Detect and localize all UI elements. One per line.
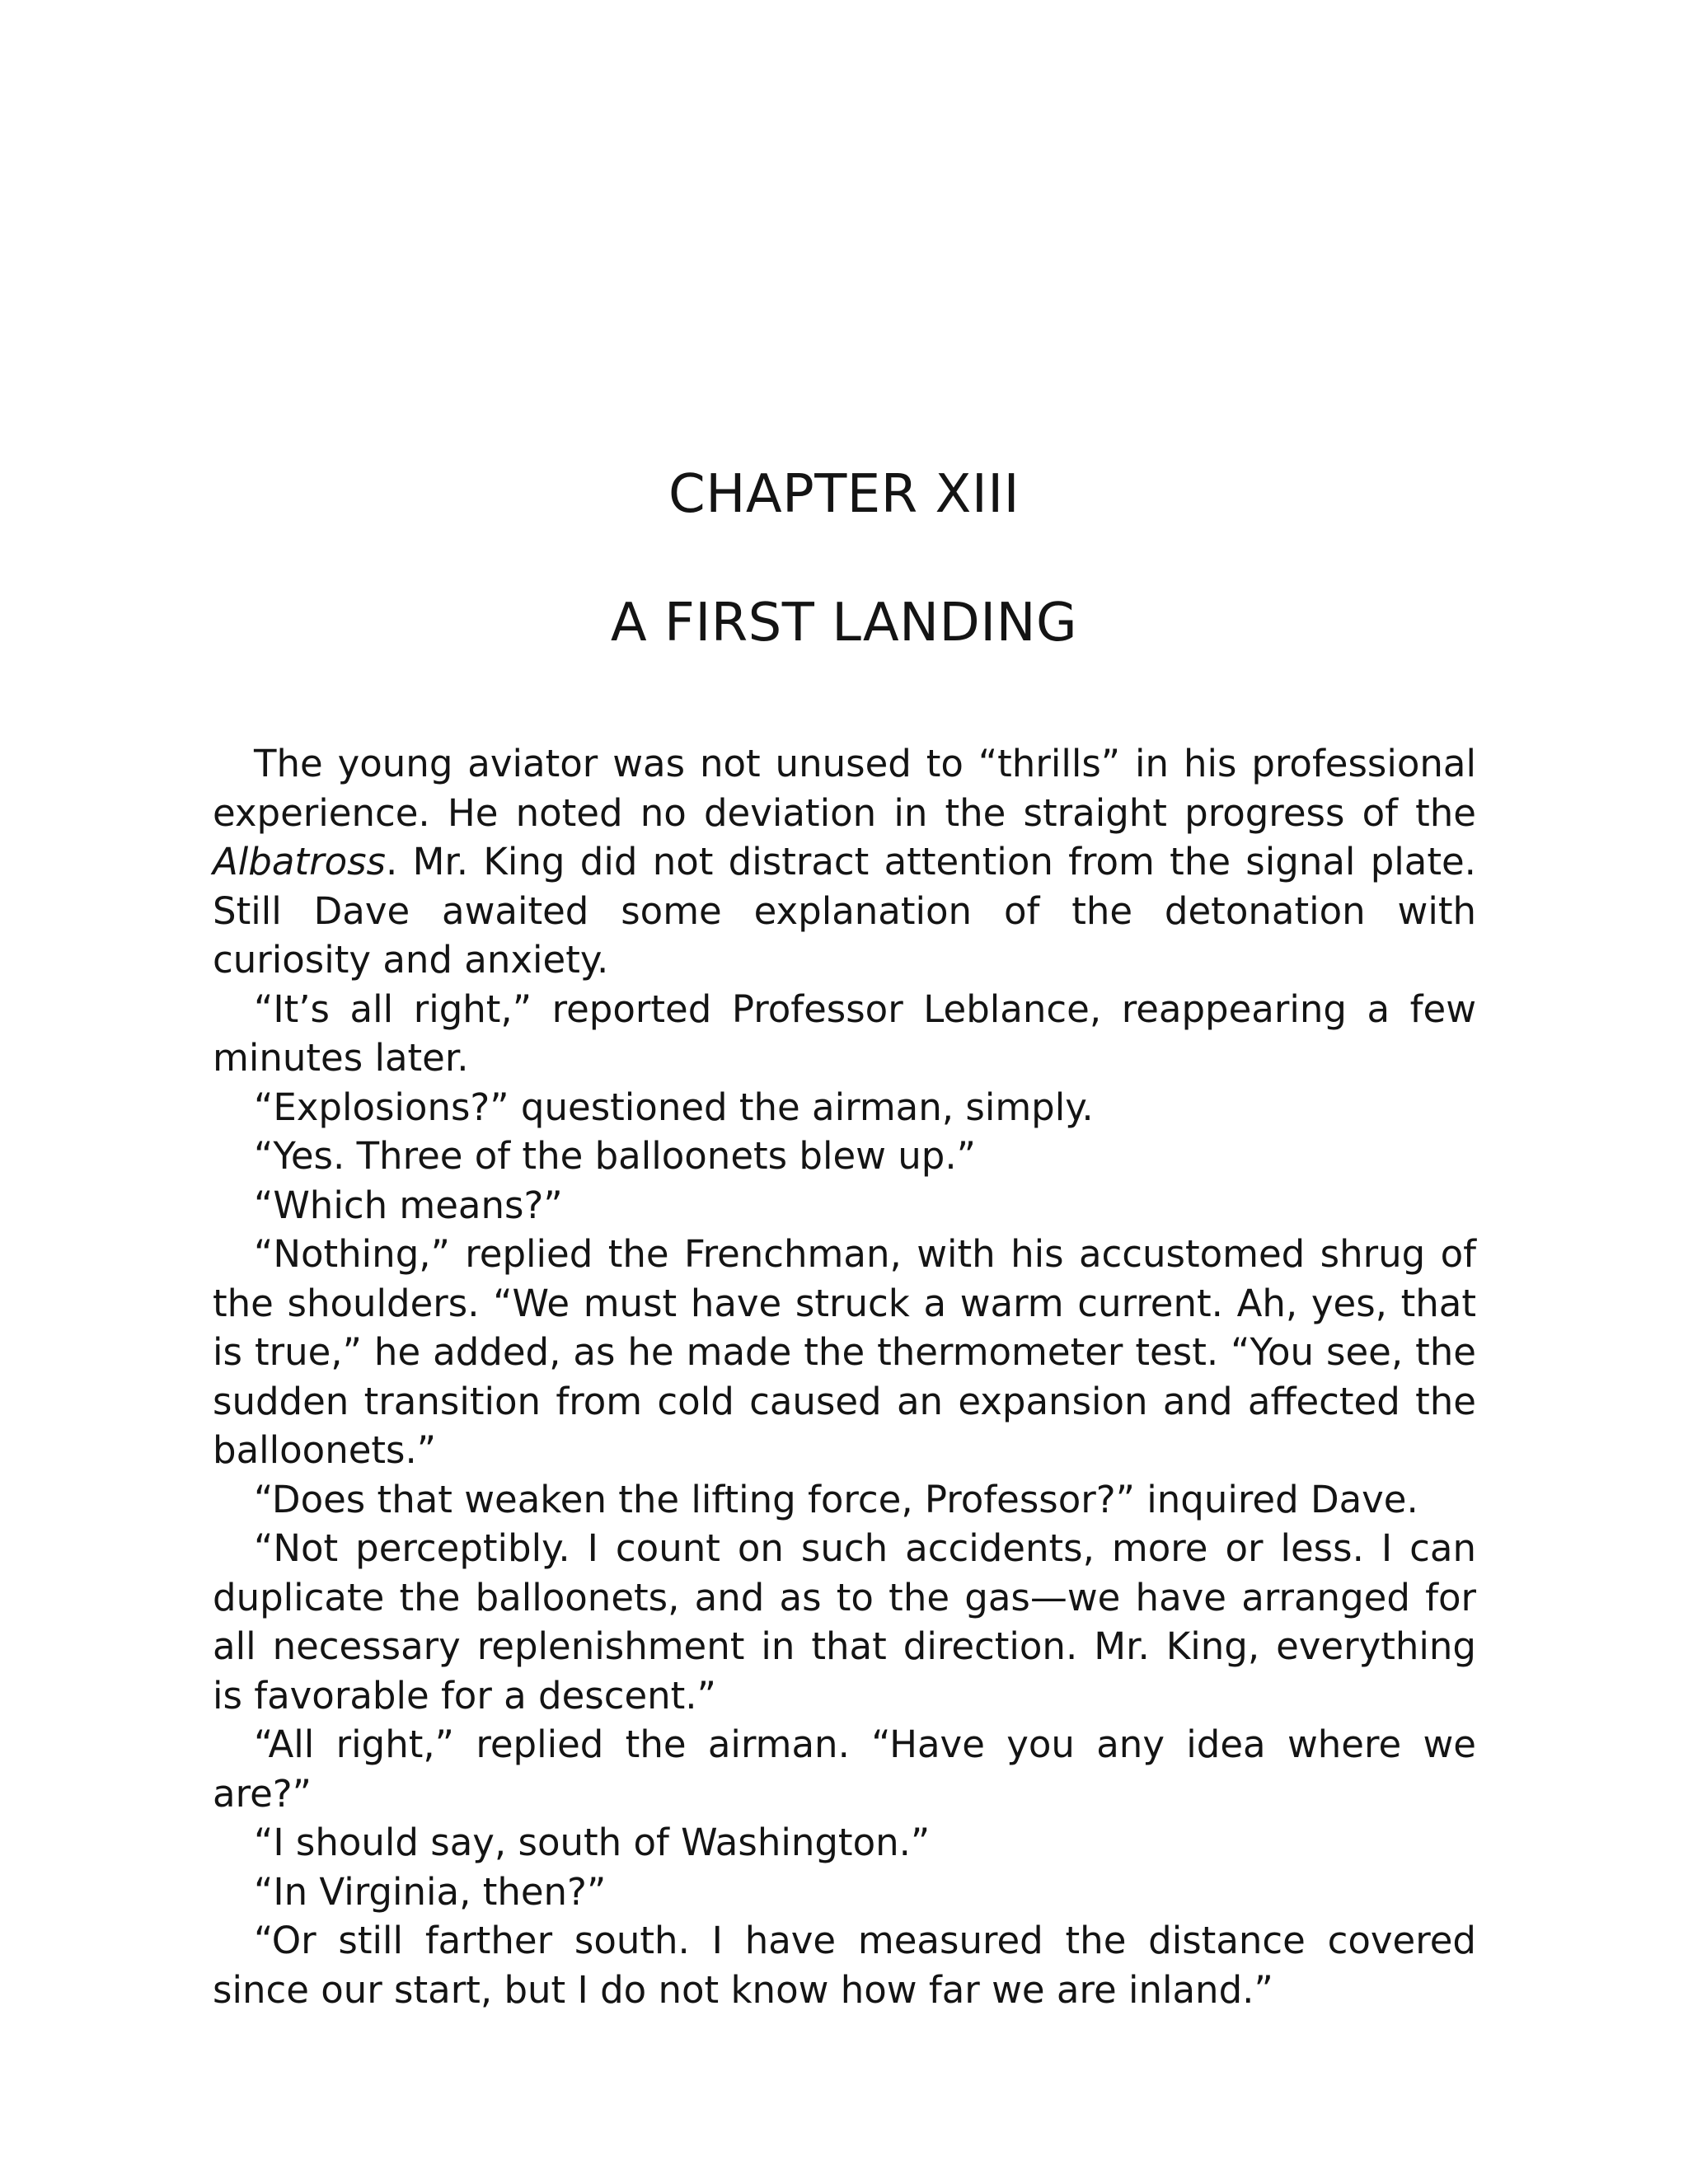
- chapter-body: [213, 739, 1476, 2014]
- paragraph: “Does that weaken the lifting force, Professor?” inquired Dave.: [254, 1477, 1418, 1521]
- paragraph: “Explosions?” questioned the airman, simply.: [254, 1085, 1094, 1129]
- paragraph: “I should say, south of Washington.”: [254, 1821, 931, 1864]
- paragraph: “Or still farther south. I have measured the distance covered since our start, but I do not know how far we are inland.”: [213, 1919, 1476, 2012]
- paragraph: “Which means?”: [254, 1183, 563, 1227]
- paragraph-text: . Mr. King did not distract attention from the signal plate. Still Dave awaited some explanation of the detonation with curiosity and anxiety.: [213, 840, 1476, 982]
- ship-name: Albatross: [213, 840, 386, 883]
- chapter-number: CHAPTER XIII: [668, 464, 1020, 525]
- paragraph: “In Virginia, then?”: [254, 1869, 607, 1914]
- paragraph: [213, 739, 1476, 985]
- chapter-title: A FIRST LANDING: [610, 593, 1078, 654]
- paragraph: “Yes. Three of the balloonets blew up.”: [254, 1134, 976, 1178]
- paragraph: “Not perceptibly. I count on such accidents, more or less. I can duplicate the balloonets, and as to the gas—we have arranged for all necessary replenishment in that direction. Mr. King, everything is favorable for a descent.”: [213, 1526, 1476, 1718]
- paragraph: “It’s all right,” reported Professor Leblance, reappearing a few minutes later.: [213, 987, 1476, 1080]
- paragraph: “All right,” replied the airman. “Have you any idea where we are?”: [213, 1722, 1476, 1816]
- paragraph: “Nothing,” replied the Frenchman, with his accustomed shrug of the shoulders. “We must have struck a warm current. Ah, yes, that is true,” he added, as he made the thermometer test. “You see, the sudden transition from cold caused an expansion and affected the balloonets.”: [213, 1232, 1476, 1472]
- paragraph-text: The young aviator was not unused to “thrills” in his professional experience. He noted no deviation in the straight progress of the: [213, 742, 1476, 835]
